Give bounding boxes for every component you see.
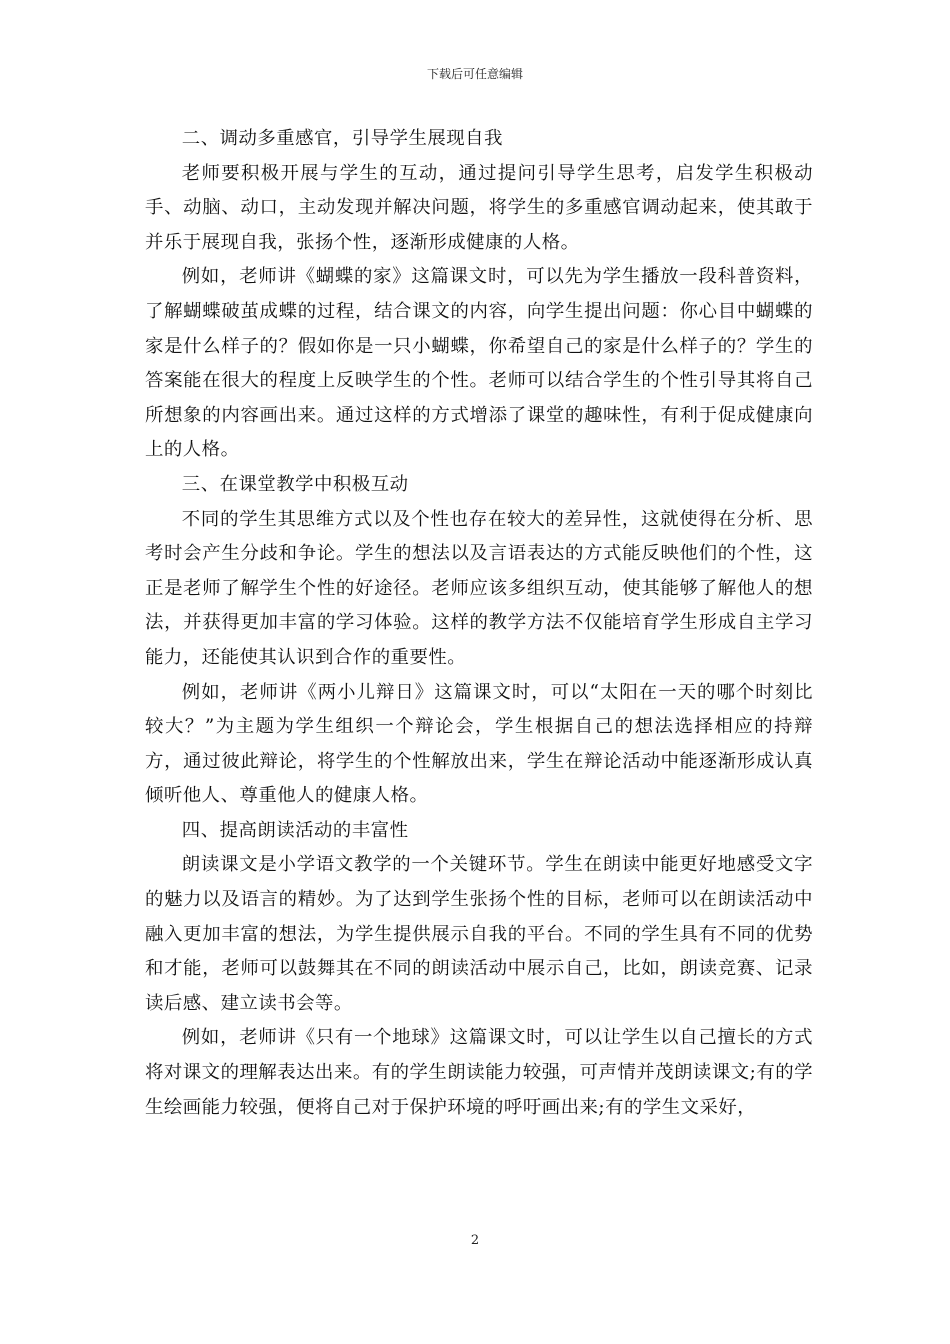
page-header: 下载后可任意编辑 [426, 67, 523, 81]
document-body [145, 122, 813, 1125]
page-number: 2 [470, 1233, 480, 1248]
section-heading-3: 三、在课堂教学中积极互动 [181, 473, 409, 495]
paragraph: 老师要积极开展与学生的互动，通过提问引导学生思考，启发学生积极动手、动脑、动口，主动发现并解决问题，将学生的多重感官调动起来，使其敢于并乐于展现自我，张扬个性，逐渐形成健康的人格。 [145, 162, 813, 253]
paragraph: 例如，老师讲《两小儿辩日》这篇课文时，可以“太阳在一天的哪个时刻比较大？”为主题为学生组织一个辩论会，学生根据自己的想法选择相应的持辩方，通过彼此辩论，将学生的个性解放出来，学生在辩论活动中能逐渐形成认真倾听他人、尊重他人的健康人格。 [145, 681, 813, 807]
paragraph: 不同的学生其思维方式以及个性也存在较大的差异性，这就使得在分析、思考时会产生分歧和争论。学生的想法以及言语表达的方式能反映他们的个性，这正是老师了解学生个性的好途径。老师应该多组织互动，使其能够了解他人的想法，并获得更加丰富的学习体验。这样的教学方法不仅能培育学生形成自主学习能力，还能使其认识到合作的重要性。 [145, 508, 813, 668]
section-heading-2: 二、调动多重感官，引导学生展现自我 [181, 128, 503, 149]
section-heading-4: 四、提高朗读活动的丰富性 [181, 819, 409, 841]
paragraph: 例如，老师讲《只有一个地球》这篇课文时，可以让学生以自己擅长的方式将对课文的理解表达出来。有的学生朗读能力较强，可声情并茂朗读课文;有的学生绘画能力较强，便将自己对于保护环境的呼吁画出来;有的学生文采好， [145, 1027, 813, 1118]
paragraph: 朗读课文是小学语文教学的一个关键环节。学生在朗读中能更好地感受文字的魅力以及语言的精妙。为了达到学生张扬个性的目标，老师可以在朗读活动中融入更加丰富的想法，为学生提供展示自我的平台。不同的学生具有不同的优势和才能，老师可以鼓舞其在不同的朗读活动中展示自己，比如，朗读竞赛、记录读后感、建立读书会等。 [145, 854, 813, 1014]
paragraph: 例如，老师讲《蝴蝶的家》这篇课文时，可以先为学生播放一段科普资料，了解蝴蝶破茧成蝶的过程，结合课文的内容，向学生提出问题：你心目中蝴蝶的家是什么样子的？假如你是一只小蝴蝶，你希望自己的家是什么样子的？学生的答案能在很大的程度上反映学生的个性。老师可以结合学生的个性引导其将自己所想象的内容画出来。通过这样的方式增添了课堂的趣味性，有利于促成健康向上的人格。 [145, 266, 813, 461]
